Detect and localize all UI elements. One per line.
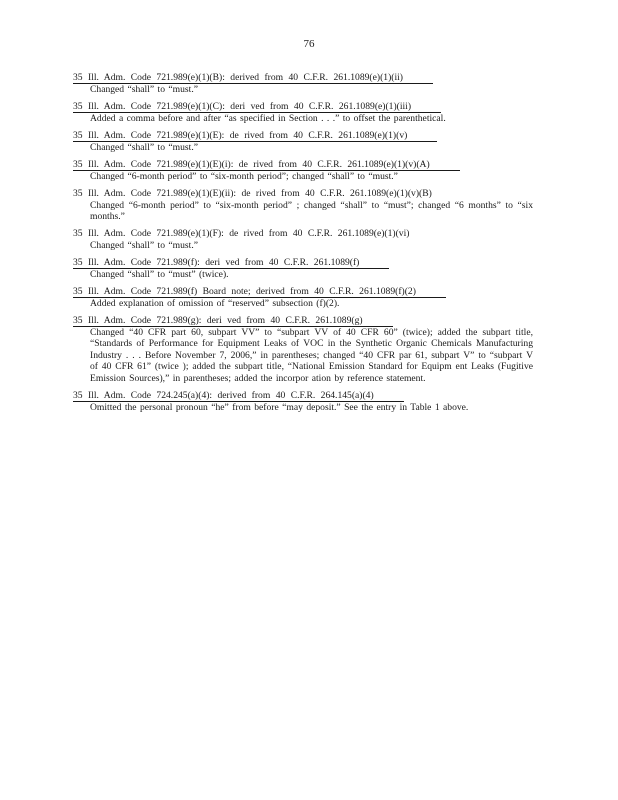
amendment-entry: [73, 72, 533, 96]
entry-note: Changed “shall” to “must” (twice).: [90, 268, 229, 280]
entry-heading: 35 Ill. Adm. Code 721.989(e)(1)(F): de rived from 40 C.F.R. 261.1089(e)(1)(vi): [73, 228, 410, 239]
entry-note: Changed “40 CFR part 60, subpart VV” to “subpart VV of 40 CFR 60” (twice); added the subpart title, “Standards of Performance for Equipment Leaks of VOC in the Synthetic Organic Chemicals Manufacturing Industry . . . Before November 7, 2006,” in parentheses; changed “40 CFR par 61, subpart V” to “subpart V of 40 CFR 61” (twice ); added the subpart title, “National Emission Standard for Equipm ent Leaks (Fugitive Emission Sources),” in parentheses; added the incorpor ation by reference statement.: [90, 326, 533, 384]
entry-heading: 35 Ill. Adm. Code 721.989(g): deri ved from 40 C.F.R. 261.1089(g): [73, 315, 393, 327]
amendment-entry: [73, 101, 533, 125]
entry-heading: 35 Ill. Adm. Code 721.989(e)(1)(C): deri ved from 40 C.F.R. 261.1089(e)(1)(iii): [73, 101, 441, 113]
amendment-list: [73, 72, 533, 413]
amendment-entry: [73, 286, 533, 310]
entry-note: Changed “shall” to “must.”: [90, 142, 198, 153]
entry-heading: 35 Ill. Adm. Code 721.989(e)(1)(E): de rived from 40 C.F.R. 261.1089(e)(1)(v): [73, 130, 437, 142]
amendment-entry: [73, 257, 533, 281]
amendment-entry: [73, 228, 533, 251]
amendment-entry: [73, 130, 533, 154]
entry-note: Changed “6-month period” to “six-month period”; changed “shall” to “must.”: [90, 171, 398, 182]
amendment-entry: [73, 315, 533, 385]
page-number: 76: [303, 38, 315, 50]
entry-note: Added explanation of omission of “reserved” subsection (f)(2).: [90, 297, 340, 309]
entry-note: Changed “shall” to “must.”: [90, 239, 198, 251]
amendment-entry: [73, 159, 533, 183]
amendment-entry: [73, 188, 533, 223]
entry-heading: 35 Ill. Adm. Code 721.989(f) Board note; derived from 40 C.F.R. 261.1089(f)(2): [73, 286, 446, 298]
entry-heading: 35 Ill. Adm. Code 721.989(f): deri ved from 40 C.F.R. 261.1089(f): [73, 257, 389, 269]
amendment-entry: [73, 390, 533, 414]
entry-note: Changed “shall” to “must.”: [90, 84, 198, 95]
entry-note: Added a comma before and after “as specified in Section . . .” to offset the parenthetical.: [90, 113, 446, 124]
entry-heading: 35 Ill. Adm. Code 721.989(e)(1)(E)(ii): de rived from 40 C.F.R. 261.1089(e)(1)(v)(B): [73, 188, 432, 199]
entry-note: Changed “6-month period” to “six-month period” ; changed “shall” to “must”; changed “6 months” to “six months.”: [90, 199, 533, 222]
entry-note: Omitted the personal pronoun “he” from before “may deposit.” See the entry in Table 1 above.: [90, 401, 469, 413]
entry-heading: 35 Ill. Adm. Code 724.245(a)(4): derived from 40 C.F.R. 264.145(a)(4): [73, 390, 404, 402]
entry-heading: 35 Ill. Adm. Code 721.989(e)(1)(B): derived from 40 C.F.R. 261.1089(e)(1)(ii): [73, 72, 433, 84]
entry-heading: 35 Ill. Adm. Code 721.989(e)(1)(E)(i): de rived from 40 C.F.R. 261.1089(e)(1)(v)(A): [73, 159, 460, 171]
